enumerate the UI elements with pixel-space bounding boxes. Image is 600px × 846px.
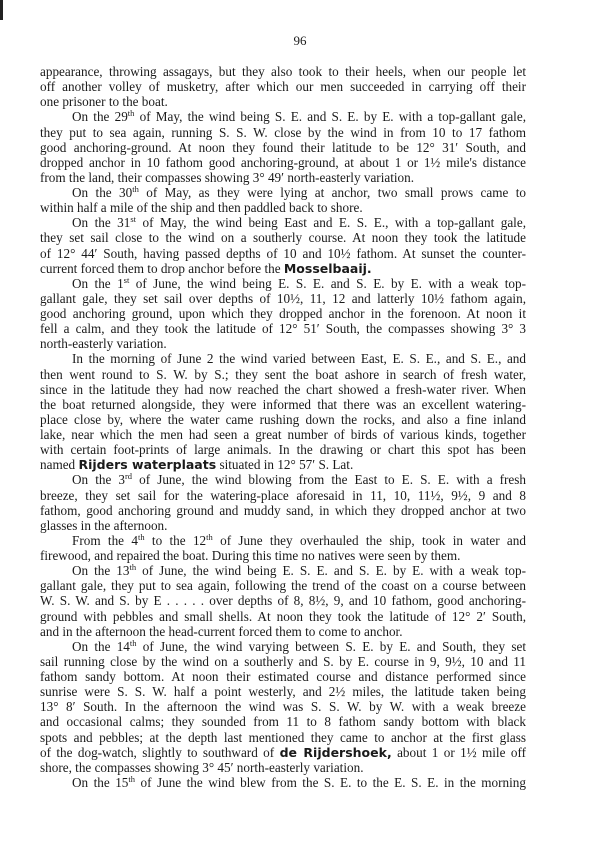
text-line [40, 699, 526, 714]
text-segment: the boat returned alongside, they were informed that there was an excellent watering- [40, 396, 526, 412]
text-segment: spots and pebbles; at the depth last mentioned they came to anchor at the first glass [40, 729, 526, 745]
text-segment: lake, near which the men had seen a great number of birds of various kinds, together [40, 427, 526, 442]
text-segment: of June, the wind being E. S. E. and S. E. by E. with a weak top- [136, 563, 526, 579]
text-segment: since in the latitude they had now reached the chart showed a fresh-water river. When [40, 381, 526, 397]
text-segment: of June, the wind being E. S. E. and S. E. by E. with a weak top- [129, 275, 526, 291]
text-line [40, 593, 526, 608]
place-name: de Rijdershoek, [279, 744, 392, 760]
text-line [40, 639, 526, 654]
text-segment: of May, the wind being S. E. and S. E. by E. with a top-gallant gale, [134, 109, 526, 125]
text-segment: fell a calm, and they took the latitude of 12° 51′ South, the compasses showing 3° 3 [40, 321, 526, 337]
text-line [40, 533, 526, 548]
text-line [40, 563, 526, 578]
scan-edge-mark [0, 0, 3, 20]
text-line [40, 276, 526, 291]
text-segment: about 1 or 1½ mile off [391, 744, 526, 760]
text-segment: one prisoner to the boat. [40, 94, 168, 110]
page-number: 96 [293, 33, 307, 48]
text-line [40, 457, 526, 472]
text-segment: On the 30 [72, 185, 133, 200]
text-line [40, 155, 526, 170]
text-segment: appearance, throwing assagays, but they also took to their heels, when our people let [40, 64, 526, 79]
ordinal-suffix: th [137, 531, 145, 542]
ordinal-suffix: th [132, 184, 139, 194]
text-segment: sunrise were S. S. W. half a point westerly, and 2½ miles, the latitude taken being [40, 684, 526, 700]
text-line [40, 518, 526, 533]
text-line [40, 397, 526, 412]
text-line [40, 669, 526, 684]
text-line [40, 261, 526, 276]
text-line [40, 215, 526, 230]
text-line [40, 351, 526, 366]
text-segment: of the dog-watch, slightly to southward of [40, 744, 280, 760]
place-name: Mosselbaaij. [283, 260, 372, 276]
text-line [40, 382, 526, 397]
text-segment: 13° 8′ South. In the afternoon the wind was S. S. W. by W. with a weak breeze [40, 699, 526, 715]
text-segment: situated in 12° 57′ S. Lat. [216, 457, 354, 473]
text-segment: north-easterly variation. [40, 336, 167, 352]
text-segment: On the 15 [72, 774, 129, 790]
ordinal-suffix: th [127, 108, 135, 119]
ordinal-suffix: rd [124, 471, 133, 482]
text-line [40, 472, 526, 487]
text-line [40, 200, 526, 215]
text-segment: and occasional calms; they sounded from 11 to 8 fathom sandy bottom with black [40, 714, 526, 730]
text-segment: with certain foot-prints of large animals. In the drawing or chart this spot has been [40, 442, 526, 458]
text-segment: glasses in the afternoon. [40, 517, 168, 533]
text-line [40, 64, 526, 79]
text-line [40, 291, 526, 306]
text-segment: of June they overhauled the ship, took in water and [212, 532, 526, 548]
ordinal-suffix: st [123, 274, 130, 285]
text-segment: From the 4 [72, 532, 138, 548]
text-line [40, 140, 526, 155]
ordinal-suffix: th [129, 562, 137, 573]
ordinal-suffix: th [129, 637, 137, 648]
text-segment: sail running close by the wind on a southerly and S. by E. course in 9, 9½, 10 and 11 [40, 653, 526, 669]
text-segment: dropped anchor in 10 fathom good anchoring-ground, at about 1 or 1½ mile's distance [40, 154, 526, 170]
text-line [40, 321, 526, 336]
text-segment: named [40, 457, 79, 473]
text-line [40, 624, 526, 639]
text-line [40, 94, 526, 109]
text-line [40, 684, 526, 699]
text-segment: of June, the wind varying between S. E. by E. and South, they set [136, 638, 526, 654]
text-line [40, 548, 526, 563]
text-segment: shore, the compasses showing 3° 45′ north-easterly variation. [40, 759, 364, 775]
text-line [40, 170, 526, 185]
text-line [40, 427, 526, 442]
text-segment: of June the wind blew from the S. E. to the E. S. E. in the morning [135, 774, 526, 790]
text-line [40, 745, 526, 760]
text-line [40, 488, 526, 503]
text-segment: good anchoring ground, upon which they dropped anchor in the forenoon. At noon it [40, 306, 526, 321]
text-line [40, 367, 526, 382]
text-segment: gallant gale, they set sail over depths of 10½, 11, 12 and latterly 10½ fathom again, [40, 290, 526, 306]
text-segment: On the 31 [72, 215, 131, 231]
text-segment: In the morning of June 2 the wind varied between East, E. S. E., and S. E., and [72, 351, 526, 367]
text-line [40, 442, 526, 457]
text-segment: current forced them to drop anchor before the [40, 260, 284, 276]
text-segment: On the 14 [72, 638, 130, 654]
document-body [40, 64, 526, 790]
text-segment: of June, the wind blowing from the East to E. S. E. with a fresh [132, 472, 526, 488]
ordinal-suffix: th [206, 531, 213, 542]
ordinal-suffix: st [130, 214, 137, 225]
text-segment: then went round to S. W. by S.; they sent the boat ashore in search of fresh water, [40, 366, 526, 382]
text-segment: On the 29 [72, 109, 128, 125]
text-segment: fathom, good anchoring ground and muddy sand, in which they dropped anchor at two [40, 502, 526, 518]
text-segment: from the land, their compasses showing 3° 49′ north-easterly variation. [40, 169, 415, 185]
text-line [40, 306, 526, 321]
place-name: Rijders waterplaats [78, 457, 217, 473]
text-line [40, 412, 526, 427]
text-segment: off another volley of musketry, after which our men succeeded in carrying off their [40, 79, 526, 95]
text-segment: and in the afternoon the head-current forced them to come to anchor. [40, 623, 403, 639]
text-line [40, 185, 526, 200]
text-segment: of May, the wind being East and E. S. E., with a top-gallant gale, [136, 215, 527, 231]
text-segment: ground with pebbles and small shells. At noon they took the latitude of 12° 2′ South, [40, 608, 526, 624]
text-line [40, 578, 526, 593]
text-segment: of 12° 44′ South, having passed depths of 10 and 10½ fathom. At sunset the counter- [40, 245, 526, 261]
text-line [40, 109, 526, 124]
text-line [40, 230, 526, 245]
text-segment: of May, as they were lying at anchor, two small prows came to [138, 185, 526, 200]
text-segment: breeze, they set sail for the watering-place aforesaid in 11, 10, 11½, 9½, 9 and 8 [40, 487, 526, 503]
text-line [40, 503, 526, 518]
text-segment: firewood, and repaired the boat. During this time no natives were seen by them. [40, 548, 461, 563]
text-line [40, 775, 526, 790]
text-segment: W. S. W. and S. by E . . . . . over depths of 8, 8½, 9, and 10 fathom, good anchoring- [40, 593, 526, 609]
text-segment: within half a mile of the ship and then paddled back to shore. [40, 200, 363, 216]
text-line [40, 760, 526, 775]
text-segment: they set sail close to the wind on a southerly course. At noon they took the latitude [40, 230, 526, 246]
text-line [40, 714, 526, 729]
text-segment: fathom sandy bottom. At noon their estimated course and distance performed since [40, 669, 526, 684]
ordinal-suffix: th [128, 773, 136, 784]
text-segment: they put to sea again, running S. S. W. close by the wind in from 10 to 17 fathom [40, 124, 526, 140]
text-segment: On the 3 [72, 472, 125, 488]
text-line [40, 336, 526, 351]
text-segment: On the 1 [72, 275, 124, 291]
text-line [40, 609, 526, 624]
text-line [40, 654, 526, 669]
text-segment: On the 13 [72, 563, 130, 579]
text-line [40, 246, 526, 261]
text-segment: place close by, where the water came rushing down the rocks, and also a fine inland [40, 411, 526, 427]
text-line [40, 125, 526, 140]
text-segment: to the 12 [144, 532, 207, 548]
text-segment: gallant gale, they put to sea again, following the trend of the coast on a course between [40, 578, 526, 594]
text-line [40, 79, 526, 94]
text-line [40, 730, 526, 745]
text-segment: good anchoring-ground. At noon they found their latitude to be 12° 31′ South, and [40, 139, 526, 155]
